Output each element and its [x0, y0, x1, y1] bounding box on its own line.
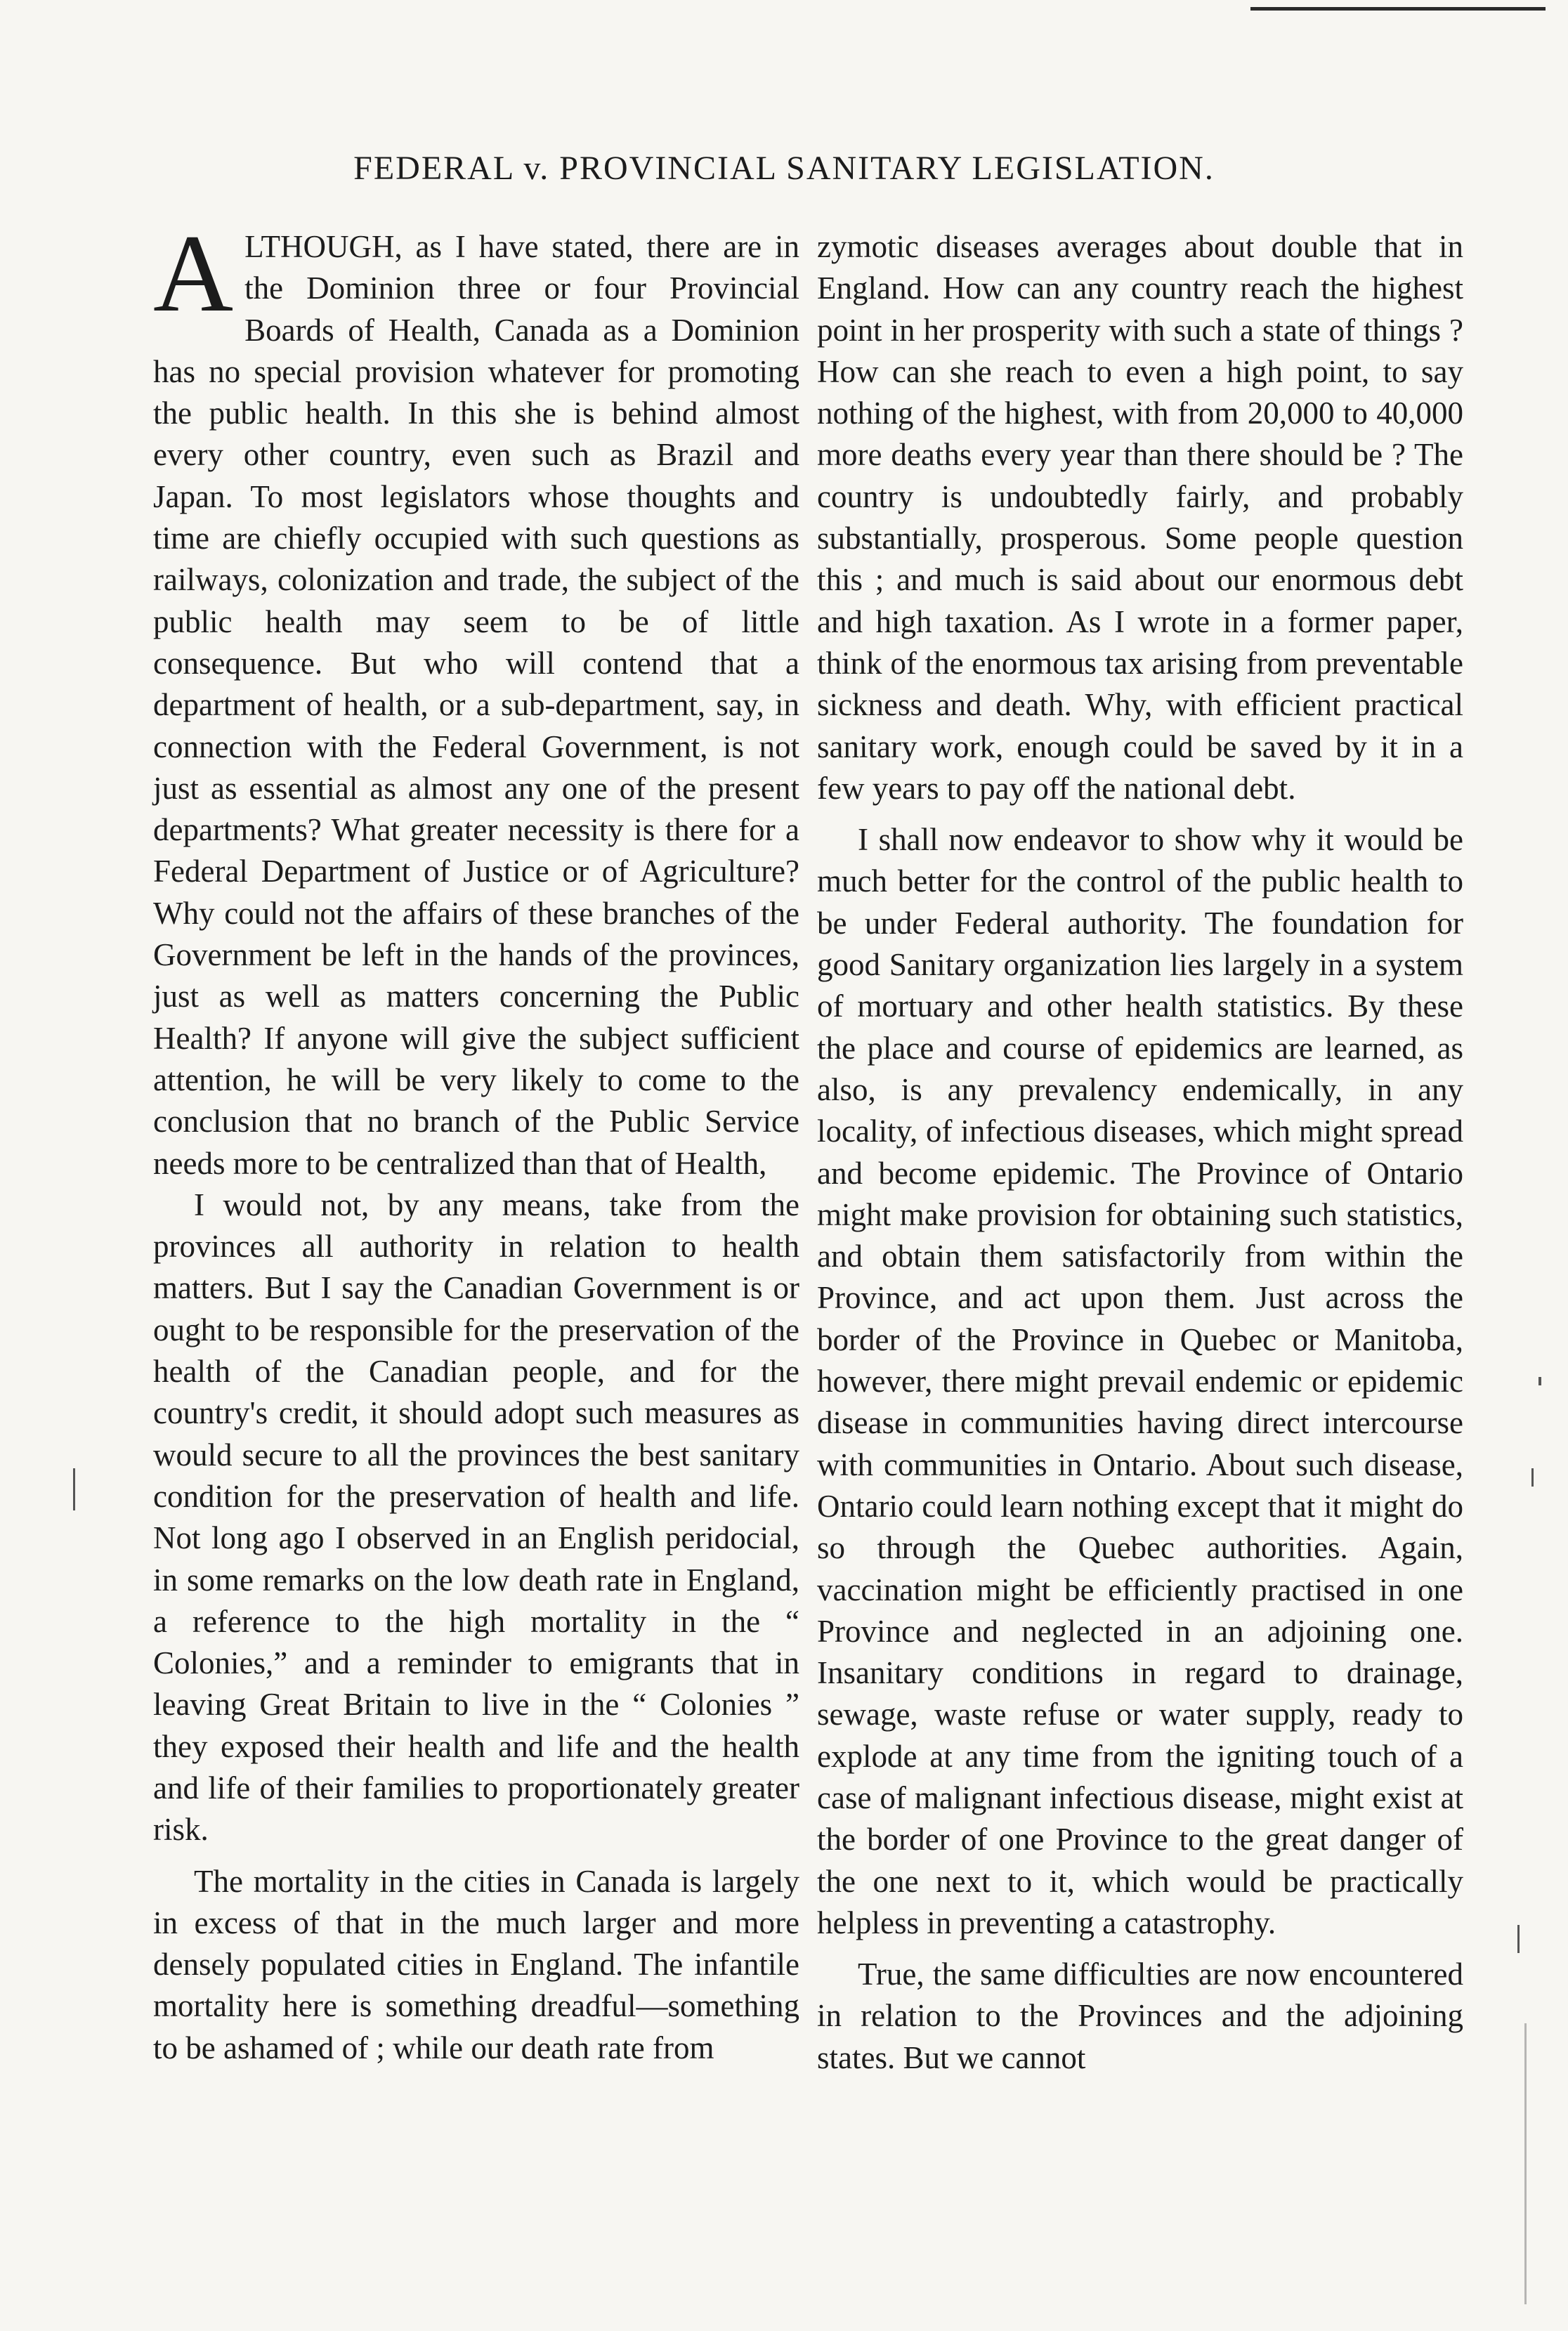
top-rule	[1250, 7, 1546, 11]
margin-mark-left	[73, 1468, 75, 1510]
margin-mark-right-3	[1517, 1925, 1520, 1953]
margin-mark-right-2	[1531, 1468, 1534, 1487]
right-column	[817, 226, 1463, 2079]
article-title: FEDERAL v. PROVINCIAL SANITARY LEGISLATION.	[353, 150, 1215, 187]
right-paragraph-3: True, the same difficulties are now encountered in relation to the Provinces and the adjoining states. But we cannot	[817, 1957, 1463, 2075]
right-paragraph-1: zymotic diseases averages about double that in England. How can any country reach the highest point in her prosperity with such a state of things ? How can she reach to even a high point, to say nothing of the highest, with from 20,000 to 40,000 more deaths every year than there should be ? The country is undoubtedly fairly, and probably substantially, prosperous. Some people question this ; and much is said about our enormous debt and high taxation. As I wrote in a former paper, think of the enormous tax arising from preventable sickness and death. Why, with efficient practical sanitary work, enough could be saved by it in a few years to pay off the national debt.	[817, 229, 1463, 806]
drop-cap: A	[153, 212, 234, 335]
margin-mark-right-4	[1524, 2023, 1527, 2304]
left-paragraph-2: I would not, by any means, take from the provinces all authority in relation to health matters. But I say the Canadian Government is or ought to be responsible for the preservation of the health of the Canadian people, and for the country's credit, it should adopt such measures as would secure to all the provinces the best sanitary condition for the preservation of health and life. Not long ago I observed in an English peridocial, in some remarks on the low death rate in England, a reference to the high mortality in the “ Colonies,” and a reminder to emigrants that in leaving Great Britain to live in the “ Colonies ” they exposed their health and life and the health and life of their families to proportionately greater risk.	[153, 1187, 799, 1848]
margin-mark-right-1	[1538, 1377, 1541, 1385]
left-column	[153, 212, 799, 2069]
left-paragraph-1-text: LTHOUGH, as I have stated, there are in the Dominion three or four Provincial Boards of Health, Canada as a Dominion has no special provision whatever for promoting the public health. In this she is behind almost every other country, even such as Brazil and Japan. To most legislators whose thoughts and time are chiefly occupied with such questions as railways, colonization and trade, the subject of the public health may seem to be of little consequence. But who will contend that a department of health, or a sub-department, say, in connection with the Federal Government, is not just as essential as almost any one of the present departments? What greater necessity is there for a Federal Department of Justice or of Agriculture? Why could not the affairs of these branches of the Government be left in the hands of the provinces, just as well as matters concerning the Public Health? If anyone will give the subject sufficient attention, he will be very likely to come to the conclusion that no branch of the Public Service needs more to be centralized than that of Health,	[153, 229, 799, 1181]
left-paragraph-3: The mortality in the cities in Canada is largely in excess of that in the much larger and more densely populated cities in England. The infantile mortality here is something dreadful—something to be ashamed of ; while our death rate from	[153, 1863, 799, 2065]
left-paragraph-1	[153, 212, 799, 1184]
right-paragraph-2: I shall now endeavor to show why it would be much better for the control of the public health to be under Federal authority. The foundation for good Sanitary organization lies largely in a system of mortuary and other health statistics. By these the place and course of epidemics are learned, as also, is any prevalency endemically, in any locality, of infectious diseases, which might spread and become epidemic. The Province of Ontario might make provision for obtaining such statistics, and obtain them satisfactorily from within the Province, and act upon them. Just across the border of the Province in Quebec or Manitoba, however, there might prevail endemic or epidemic disease in communities having direct intercourse with communities in Ontario. About such disease, Ontario could learn nothing except that it might do so through the Quebec authorities. Again, vaccination might be efficiently practised in one Province and neglected in an adjoining one. Insanitary conditions in regard to drainage, sewage, waste refuse or water supply, ready to explode at any time from the igniting touch of a case of malignant infectious disease, might exist at the border of one Province to the great danger of the one next to it, which would be practically helpless in preventing a catastrophy.	[817, 822, 1463, 1940]
